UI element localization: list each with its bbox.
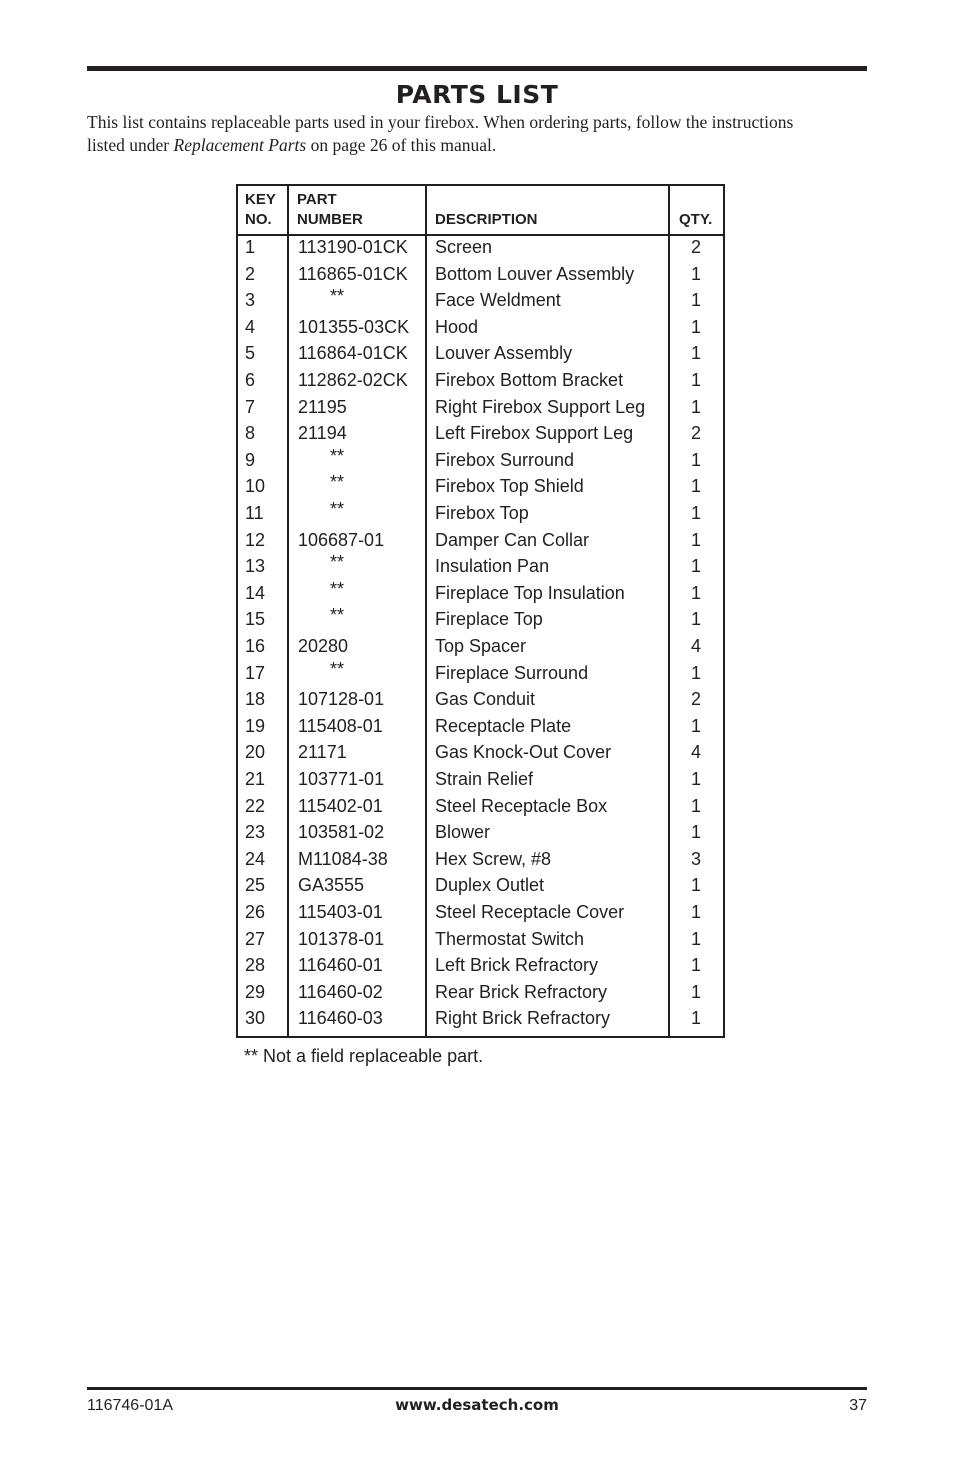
table-row xyxy=(0,370,954,397)
part-number-cell: 115403-01 xyxy=(298,902,383,922)
qty-cell: 1 xyxy=(691,476,702,497)
qty-cell: 1 xyxy=(691,343,702,364)
intro-line-2-prefix: listed under xyxy=(87,135,174,155)
table-row xyxy=(0,237,954,264)
description-cell: Firebox Surround xyxy=(435,449,575,470)
key-number-cell: 24 xyxy=(245,848,266,869)
qty-cell: 1 xyxy=(691,769,702,789)
key-number-cell: 4 xyxy=(245,316,256,337)
key-number-cell: 28 xyxy=(245,955,266,976)
key-number-cell: 27 xyxy=(245,928,266,949)
key-number-cell: 23 xyxy=(245,822,266,843)
part-number-cell: 115402-01 xyxy=(298,795,383,816)
intro-line-2-italic: Replacement Parts xyxy=(173,135,307,155)
table-row xyxy=(0,286,954,317)
table-row xyxy=(0,1008,954,1035)
key-number-cell: 20 xyxy=(245,742,266,763)
description-cell: Steel Receptacle Box xyxy=(435,795,608,816)
description-cell: Fireplace Top Insulation xyxy=(435,582,625,603)
part-number-cell: 116460-01 xyxy=(298,955,383,976)
table-row xyxy=(0,822,954,849)
table-row xyxy=(0,397,954,424)
part-number-cell: M11084-38 xyxy=(298,848,388,869)
header-part-line-1: PART xyxy=(297,191,337,208)
part-number-cell: ** xyxy=(330,445,345,466)
intro-line-2 xyxy=(87,134,877,157)
header-part-number xyxy=(297,190,363,230)
table-row xyxy=(0,472,954,503)
qty-cell: 1 xyxy=(691,822,702,843)
description-cell: Blower xyxy=(435,822,491,843)
key-number-cell: 6 xyxy=(245,370,256,390)
document-number: 116746-01A xyxy=(87,1397,173,1414)
key-number-cell: 22 xyxy=(245,795,266,816)
part-number-cell: 21195 xyxy=(298,396,347,417)
part-number-cell: ** xyxy=(330,578,345,599)
description-cell: Screen xyxy=(435,237,493,257)
table-row xyxy=(0,902,954,929)
part-number-cell: 107128-01 xyxy=(298,689,385,710)
part-number-cell: 116865-01CK xyxy=(298,263,408,284)
header-key-line-1: KEY xyxy=(245,191,276,208)
key-number-cell: 13 xyxy=(245,556,266,577)
key-number-cell: 16 xyxy=(245,636,266,656)
qty-cell: 1 xyxy=(691,290,702,311)
intro-line-1: This list contains replaceable parts used in your firebox. When ordering parts, follow the instructions xyxy=(87,112,794,132)
part-number-cell: 116460-03 xyxy=(298,1008,383,1029)
qty-cell: 1 xyxy=(691,449,702,470)
part-number-cell: 21171 xyxy=(298,742,347,763)
qty-cell: 1 xyxy=(691,503,702,523)
part-number-cell: ** xyxy=(330,499,345,519)
description-cell: Gas Conduit xyxy=(435,689,536,710)
qty-cell: 1 xyxy=(691,582,702,603)
header-rule xyxy=(238,234,723,236)
part-number-cell: 106687-01 xyxy=(298,529,385,550)
key-number-cell: 12 xyxy=(245,529,266,550)
description-cell: Top Spacer xyxy=(435,636,527,656)
description-cell: Receptacle Plate xyxy=(435,715,572,736)
description-cell: Right Firebox Support Leg xyxy=(435,396,646,417)
description-cell: Steel Receptacle Cover xyxy=(435,902,625,922)
description-cell: Insulation Pan xyxy=(435,556,550,577)
table-row xyxy=(0,552,954,583)
table-row xyxy=(0,530,954,557)
key-number-cell: 17 xyxy=(245,662,266,683)
qty-cell: 1 xyxy=(691,928,702,949)
qty-cell: 1 xyxy=(691,396,702,417)
bottom-rule xyxy=(87,1387,867,1390)
table-row xyxy=(0,578,954,610)
key-number-cell: 30 xyxy=(245,1008,266,1029)
part-number-cell: 21194 xyxy=(298,423,347,444)
key-number-cell: 19 xyxy=(245,715,266,736)
header-key xyxy=(245,190,276,230)
table-row xyxy=(0,605,954,636)
part-number-cell: ** xyxy=(330,472,345,493)
part-number-cell: 115408-01 xyxy=(298,715,383,736)
description-cell: Hood xyxy=(435,316,479,337)
key-number-cell: 2 xyxy=(245,263,256,284)
table-row xyxy=(0,423,954,450)
description-cell: Hex Screw, #8 xyxy=(435,848,552,869)
key-number-cell: 26 xyxy=(245,902,266,922)
table-row xyxy=(0,636,954,663)
part-number-cell: 116460-02 xyxy=(298,981,383,1002)
qty-cell: 3 xyxy=(691,848,702,869)
qty-cell: 2 xyxy=(691,689,702,710)
intro-line-2-suffix: on page 26 of this manual. xyxy=(306,135,497,155)
qty-cell: 1 xyxy=(691,955,702,976)
qty-cell: 1 xyxy=(691,875,702,896)
description-cell: Face Weldment xyxy=(435,290,561,311)
table-row xyxy=(0,499,954,530)
qty-cell: 1 xyxy=(691,316,702,337)
description-cell: Gas Knock-Out Cover xyxy=(435,742,612,763)
part-number-cell: 103581-02 xyxy=(298,822,385,843)
table-row xyxy=(0,658,954,690)
description-cell: Fireplace Top xyxy=(435,609,543,630)
key-number-cell: 5 xyxy=(245,343,256,364)
key-number-cell: 3 xyxy=(245,290,256,311)
key-number-cell: 9 xyxy=(245,449,256,470)
table-row xyxy=(0,343,954,370)
description-cell: Firebox Bottom Bracket xyxy=(435,370,624,390)
part-number-cell: 101378-01 xyxy=(298,928,385,949)
part-number-cell: GA3555 xyxy=(298,875,365,896)
key-number-cell: 29 xyxy=(245,981,266,1002)
part-number-cell: ** xyxy=(330,658,345,679)
part-number-cell: 112862-02CK xyxy=(298,370,408,390)
table-row xyxy=(0,689,954,716)
table-row xyxy=(0,317,954,344)
key-number-cell: 8 xyxy=(245,423,256,444)
table-row xyxy=(0,955,954,982)
description-cell: Left Brick Refractory xyxy=(435,955,599,976)
key-number-cell: 7 xyxy=(245,396,256,417)
website-link[interactable]: www.desatech.com xyxy=(395,1396,559,1414)
qty-cell: 1 xyxy=(691,981,702,1002)
qty-cell: 1 xyxy=(691,795,702,816)
qty-cell: 1 xyxy=(691,662,702,683)
page-number: 37 xyxy=(849,1397,867,1414)
header-key-line-2: NO. xyxy=(245,211,272,228)
table-row xyxy=(0,445,954,477)
part-number-cell: 103771-01 xyxy=(298,769,385,789)
header-qty: QTY. xyxy=(679,211,713,228)
qty-cell: 1 xyxy=(691,715,702,736)
qty-cell: 1 xyxy=(691,1008,702,1029)
qty-cell: 1 xyxy=(691,609,702,630)
description-cell: Strain Relief xyxy=(435,769,534,789)
part-number-cell: 113190-01CK xyxy=(298,237,408,257)
intro-paragraph xyxy=(87,111,877,157)
part-number-cell: 101355-03CK xyxy=(298,316,410,337)
part-number-cell: 20280 xyxy=(298,636,349,656)
description-cell: Rear Brick Refractory xyxy=(435,981,608,1002)
qty-cell: 2 xyxy=(691,423,702,444)
table-row xyxy=(0,875,954,902)
key-number-cell: 15 xyxy=(245,609,266,630)
footnote: ** Not a field replaceable part. xyxy=(244,1046,484,1066)
top-rule xyxy=(87,66,867,71)
description-cell: Left Firebox Support Leg xyxy=(435,423,634,444)
table-row xyxy=(0,264,954,291)
description-cell: Bottom Louver Assembly xyxy=(435,263,635,284)
header-description: DESCRIPTION xyxy=(435,211,538,228)
table-row xyxy=(0,982,954,1009)
part-number-cell: ** xyxy=(330,605,345,626)
part-number-cell: ** xyxy=(330,286,345,307)
qty-cell: 1 xyxy=(691,902,702,922)
description-cell: Fireplace Surround xyxy=(435,662,589,683)
qty-cell: 1 xyxy=(691,556,702,577)
key-number-cell: 1 xyxy=(245,237,256,257)
part-number-cell: ** xyxy=(330,552,345,573)
table-row xyxy=(0,849,954,876)
description-cell: Thermostat Switch xyxy=(435,928,585,949)
key-number-cell: 11 xyxy=(245,503,264,523)
description-cell: Firebox Top xyxy=(435,503,529,523)
key-number-cell: 21 xyxy=(245,769,266,789)
description-cell: Right Brick Refractory xyxy=(435,1008,611,1029)
description-cell: Firebox Top Shield xyxy=(435,476,584,497)
qty-cell: 1 xyxy=(691,370,702,390)
qty-cell: 2 xyxy=(691,237,702,257)
key-number-cell: 14 xyxy=(245,582,266,603)
table-row xyxy=(0,716,954,743)
table-row xyxy=(0,742,954,769)
table-row xyxy=(0,769,954,796)
description-cell: Duplex Outlet xyxy=(435,875,545,896)
part-number-cell: 116864-01CK xyxy=(298,343,408,364)
page-title: PARTS LIST xyxy=(395,80,559,109)
key-number-cell: 18 xyxy=(245,689,266,710)
key-number-cell: 10 xyxy=(245,476,266,497)
qty-cell: 4 xyxy=(691,636,702,656)
qty-cell: 1 xyxy=(691,263,702,284)
table-row xyxy=(0,796,954,823)
header-part-line-2: NUMBER xyxy=(297,211,363,228)
table-row xyxy=(0,929,954,956)
qty-cell: 1 xyxy=(691,529,702,550)
key-number-cell: 25 xyxy=(245,875,266,896)
qty-cell: 4 xyxy=(691,742,702,763)
description-cell: Damper Can Collar xyxy=(435,529,590,550)
description-cell: Louver Assembly xyxy=(435,343,573,364)
